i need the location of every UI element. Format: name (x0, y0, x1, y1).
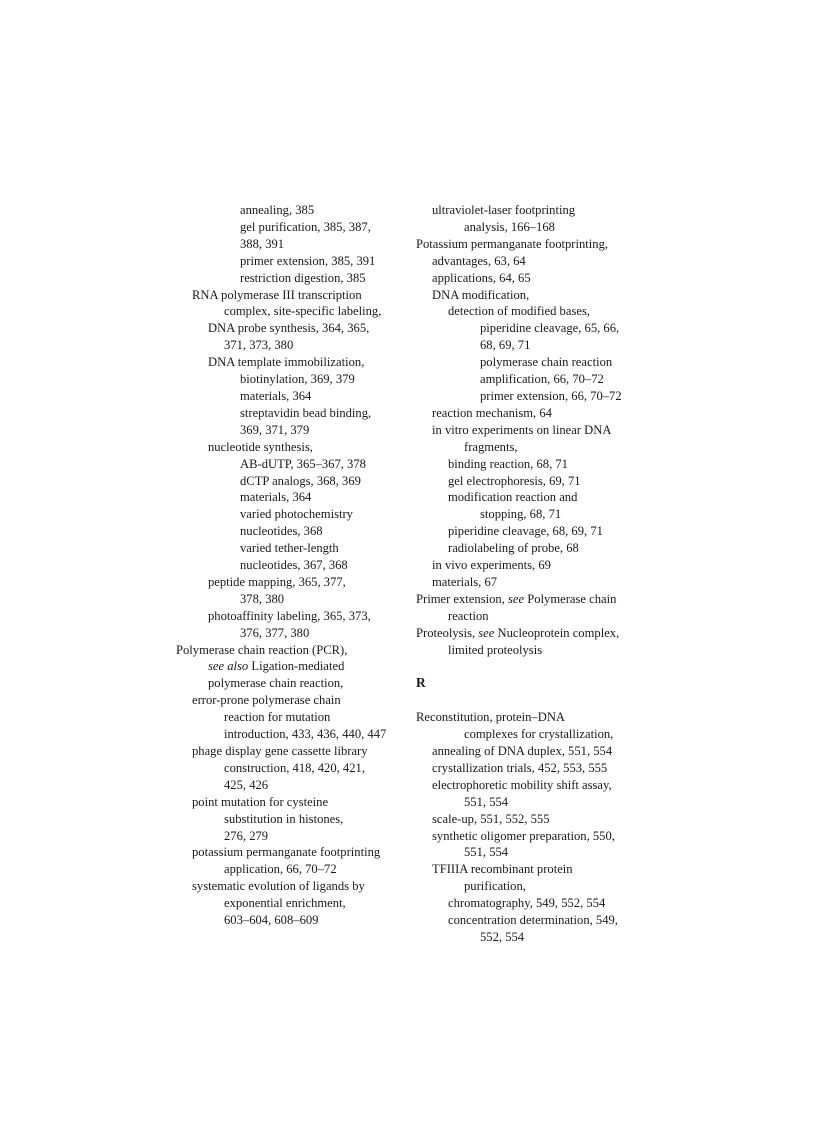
index-subentry-line (416, 219, 648, 236)
index-main-entry (416, 591, 648, 608)
index-subentry-line (176, 811, 408, 828)
entry-text: complex, site-specific labeling, (224, 304, 382, 319)
index-subentry-line (176, 760, 408, 777)
index-subentry-line (176, 523, 408, 540)
index-subentry-line (176, 439, 408, 456)
index-subentry-line (176, 456, 408, 473)
index-subentry-line (416, 912, 648, 929)
index-subentry-line (176, 912, 408, 929)
index-subentry-line (416, 844, 648, 861)
index-subentry-line (416, 202, 648, 219)
index-subentry-line (176, 236, 408, 253)
index-subentry-line (416, 574, 648, 591)
index-subentry-line (416, 270, 648, 287)
entry-text: Polymerase chain (524, 591, 617, 606)
entry-text: potassium permanganate footprinting (192, 845, 381, 860)
entry-text: electrophoretic mobility shift assay, (432, 777, 612, 792)
entry-text: amplification, 66, 70–72 (480, 372, 604, 387)
index-subentry-line (416, 828, 648, 845)
entry-text: piperidine cleavage, 68, 69, 71 (448, 524, 603, 539)
index-subentry-line (176, 422, 408, 439)
index-subentry-line (176, 625, 408, 642)
index-subentry-line (176, 828, 408, 845)
index-subentry-line (416, 878, 648, 895)
index-main-entry (416, 709, 648, 726)
index-main-entry (416, 625, 648, 642)
index-subentry-line (176, 405, 408, 422)
index-subentry-line (176, 337, 408, 354)
entry-text: Reconstitution, protein–DNA (416, 710, 566, 725)
index-subentry-line (416, 405, 648, 422)
entry-text: annealing of DNA duplex, 551, 554 (432, 743, 613, 758)
entry-text: phage display gene cassette library (192, 744, 368, 758)
index-subentry-line (416, 456, 648, 473)
index-subentry-line (176, 709, 408, 726)
index-subentry-line (416, 540, 648, 557)
entry-term: Proteolysis, (416, 625, 479, 640)
entry-text: advantages, 63, 64 (432, 253, 526, 268)
index-subentry-line (416, 608, 648, 625)
entry-text: piperidine cleavage, 65, 66, (480, 321, 620, 336)
index-subentry-line (176, 692, 408, 709)
index-main-entry (176, 642, 408, 659)
cross-reference-see: see (508, 591, 525, 606)
entry-text: 371, 373, 380 (224, 338, 294, 353)
entry-text: error-prone polymerase chain (192, 693, 341, 708)
index-subentry-line (176, 219, 408, 236)
entry-text: reaction mechanism, 64 (432, 405, 552, 420)
index-subentry-line (176, 202, 408, 219)
index-subentry-line (416, 523, 648, 540)
entry-text: introduction, 433, 436, 440, 447 (224, 727, 387, 742)
entry-text: construction, 418, 420, 421, (224, 760, 365, 775)
entry-text: scale-up, 551, 552, 555 (432, 811, 550, 826)
entry-text: DNA probe synthesis, 364, 365, (208, 321, 370, 336)
index-subentry-line (176, 371, 408, 388)
entry-text: nucleotides, 368 (240, 524, 323, 539)
index-subentry-line (416, 287, 648, 304)
index-subentry-line (416, 337, 648, 354)
entry-text: purification, (464, 879, 526, 894)
entry-text: AB-dUTP, 365–367, 378 (240, 456, 366, 471)
index-subentry-line (416, 422, 648, 439)
entry-text: reaction (448, 608, 489, 623)
index-subentry-line (416, 811, 648, 828)
index-subentry-line (176, 540, 408, 557)
entry-text: restriction digestion, 385 (240, 270, 366, 285)
entry-text: TFIIIA recombinant protein (432, 862, 573, 877)
cross-reference-see: see also (208, 659, 249, 674)
entry-text: reaction for mutation (224, 710, 331, 725)
entry-text: 551, 554 (464, 794, 509, 809)
index-subentry-line (176, 287, 408, 304)
entry-text: materials, 67 (432, 574, 498, 589)
entry-text: dCTP analogs, 368, 369 (240, 473, 361, 488)
index-subentry-line (176, 354, 408, 371)
index-subentry-line (176, 777, 408, 794)
index-subentry-line (176, 506, 408, 523)
entry-text: binding reaction, 68, 71 (448, 456, 568, 471)
entry-text: 388, 391 (240, 236, 285, 251)
entry-text: application, 66, 70–72 (224, 862, 337, 877)
entry-text: streptavidin bead binding, (240, 405, 372, 420)
index-subentry-line (416, 929, 648, 946)
entry-text: 551, 554 (464, 845, 509, 860)
section-spacer (416, 692, 648, 709)
index-subentry-line (416, 473, 648, 490)
entry-text: primer extension, 66, 70–72 (480, 388, 622, 403)
entry-text: Ligation-mediated (248, 659, 345, 674)
index-subentry-line (416, 642, 648, 659)
cross-reference-see: see (478, 625, 495, 640)
entry-text: applications, 64, 65 (432, 270, 531, 285)
entry-term: Primer extension, (416, 591, 508, 606)
entry-text: Polymerase chain reaction (PCR), (176, 642, 348, 657)
index-subentry-line (176, 557, 408, 574)
entry-text: DNA modification, (432, 287, 530, 302)
entry-text: ultraviolet-laser footprinting (432, 203, 576, 217)
entry-text: 68, 69, 71 (480, 338, 531, 353)
index-subentry-line (416, 760, 648, 777)
entry-text: 425, 426 (224, 777, 269, 792)
entry-text: photoaffinity labeling, 365, 373, (208, 608, 371, 623)
entry-text: 369, 371, 379 (240, 422, 310, 437)
index-subentry-line (176, 726, 408, 743)
index-subentry-line (176, 473, 408, 490)
entry-text: peptide mapping, 365, 377, (208, 574, 346, 589)
entry-text: synthetic oligomer preparation, 550, (432, 828, 615, 843)
entry-text: complexes for crystallization, (464, 727, 614, 742)
entry-text: 603–604, 608–609 (224, 913, 319, 928)
index-subentry-line (416, 861, 648, 878)
index-column-left (176, 202, 408, 929)
entry-text: polymerase chain reaction, (208, 676, 344, 691)
entry-text: limited proteolysis (448, 642, 543, 657)
index-subentry-line (176, 489, 408, 506)
index-subentry-line (416, 439, 648, 456)
index-main-entry (416, 236, 648, 253)
entry-text: varied photochemistry (240, 507, 353, 522)
index-subentry-line (416, 388, 648, 405)
index-subentry-line (416, 371, 648, 388)
index-subentry-line (176, 591, 408, 608)
index-subentry-line (176, 658, 408, 675)
entry-text: concentration determination, 549, (448, 913, 618, 928)
index-subentry-line (176, 270, 408, 287)
entry-text: analysis, 166–168 (464, 219, 555, 234)
entry-text: materials, 364 (240, 490, 312, 505)
index-subentry-line (416, 303, 648, 320)
index-subentry-line (176, 253, 408, 270)
index-subentry-line (176, 878, 408, 895)
entry-text: modification reaction and (448, 490, 578, 505)
entry-text: Potassium permanganate footprinting, (416, 236, 609, 251)
entry-text: primer extension, 385, 391 (240, 253, 376, 268)
entry-text: gel electrophoresis, 69, 71 (448, 473, 581, 488)
entry-text: biotinylation, 369, 379 (240, 372, 355, 387)
entry-text: Nucleoprotein complex, (494, 625, 620, 640)
entry-text: RNA polymerase III transcription (192, 287, 362, 302)
index-subentry-line (176, 388, 408, 405)
entry-text: nucleotide synthesis, (208, 439, 313, 454)
section-letter-heading: R (416, 675, 426, 691)
index-subentry-line (416, 253, 648, 270)
entry-text: radiolabeling of probe, 68 (448, 541, 579, 556)
entry-text: 276, 279 (224, 828, 269, 843)
entry-text: crystallization trials, 452, 553, 555 (432, 760, 608, 775)
entry-text: exponential enrichment, (224, 896, 346, 911)
index-subentry-line (176, 743, 408, 760)
entry-text: 552, 554 (480, 929, 525, 944)
entry-text: detection of modified bases, (448, 304, 590, 319)
entry-text: varied tether-length (240, 541, 339, 556)
entry-text: in vivo experiments, 69 (432, 558, 551, 573)
entry-text: fragments, (464, 439, 518, 454)
index-subentry-line (176, 895, 408, 912)
index-subentry-line (176, 320, 408, 337)
entry-text: substitution in histones, (224, 811, 344, 826)
entry-text: 376, 377, 380 (240, 625, 310, 640)
entry-text: annealing, 385 (240, 203, 315, 217)
index-subentry-line (416, 489, 648, 506)
entry-text: stopping, 68, 71 (480, 507, 562, 522)
index-subentry-line (176, 303, 408, 320)
index-subentry-line (416, 794, 648, 811)
index-subentry-line (416, 354, 648, 371)
index-subentry-line (176, 861, 408, 878)
index-subentry-line (416, 895, 648, 912)
index-subentry-line (416, 320, 648, 337)
entry-text: systematic evolution of ligands by (192, 879, 365, 894)
index-subentry-line (416, 777, 648, 794)
entry-text: materials, 364 (240, 388, 312, 403)
index-subentry-line (416, 506, 648, 523)
entry-text: chromatography, 549, 552, 554 (448, 896, 606, 911)
index-subentry-line (176, 794, 408, 811)
entry-text: nucleotides, 367, 368 (240, 558, 348, 573)
index-subentry-line (176, 844, 408, 861)
entry-text: gel purification, 385, 387, (240, 219, 371, 234)
index-subentry-line (176, 675, 408, 692)
index-subentry-line (176, 608, 408, 625)
entry-text: point mutation for cysteine (192, 794, 329, 809)
index-subentry-line (176, 574, 408, 591)
entry-text: DNA template immobilization, (208, 355, 365, 370)
entry-text: polymerase chain reaction (480, 355, 613, 370)
entry-text: 378, 380 (240, 591, 285, 606)
entry-text: in vitro experiments on linear DNA (432, 422, 612, 437)
index-column-right (416, 202, 648, 946)
index-subentry-line (416, 557, 648, 574)
section-spacer (416, 658, 648, 675)
index-subentry-line (416, 726, 648, 743)
index-subentry-line (416, 743, 648, 760)
